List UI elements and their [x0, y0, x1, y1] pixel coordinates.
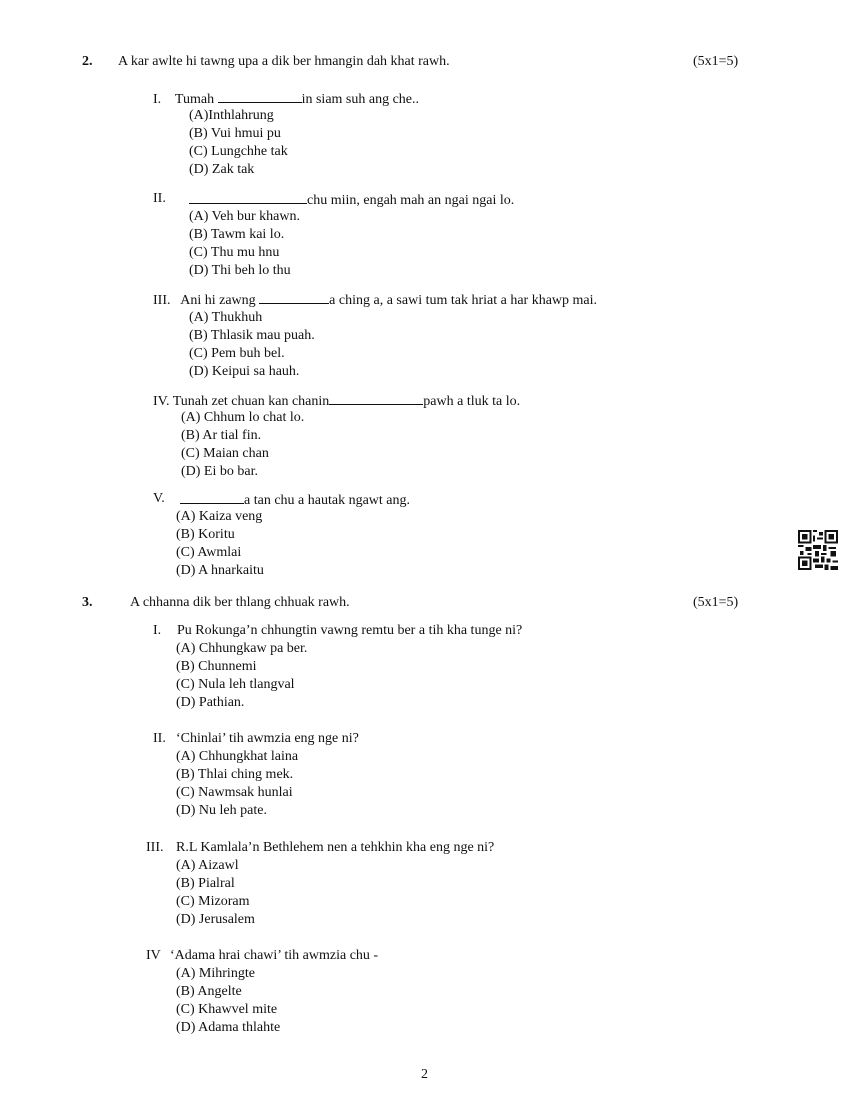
q2-item-2-option-a: (A) Veh bur khawn.: [189, 209, 300, 224]
q2-item-1-text-before: Tumah: [174, 92, 215, 107]
q2-item-4-text-before: Tunah zet chuan kan chanin: [172, 394, 330, 409]
q2-item-1-option-d: (D) Zak tak: [189, 162, 255, 177]
q2-item-1-option-b: (B) Vui hmui pu: [189, 126, 281, 141]
q3-item-2-option-a: (A) Chhungkhat laina: [176, 749, 299, 764]
q2-item-3-option-d: (D) Keipui sa hauh.: [189, 364, 300, 379]
q2-item-2-numeral: II.: [153, 191, 166, 206]
q2-item-4-option-c: (C) Maian chan: [181, 446, 269, 461]
q3-item-2-option-d: (D) Nu leh pate.: [176, 803, 267, 818]
q3-item-3-option-b: (B) Pialral: [176, 876, 235, 891]
q3-item-4-option-c: (C) Khawvel mite: [176, 1002, 278, 1017]
q2-item-3-option-b: (B) Thlasik mau puah.: [189, 328, 315, 343]
q2-item-5-option-c: (C) Awmlai: [176, 545, 242, 560]
q3-item-3-option-c: (C) Mizoram: [176, 894, 250, 909]
q3-item-3-question: R.L Kamlala’n Bethlehem nen a tehkhin kha eng nge ni?: [176, 840, 495, 855]
answer-blank: [189, 190, 307, 204]
q2-item-5-numeral: V.: [153, 491, 165, 506]
q3-item-1-option-b: (B) Chunnemi: [176, 659, 257, 674]
q2-item-2-text-after: chu miin, engah mah an ngai ngai lo.: [307, 193, 515, 208]
q2-item-1-option-c: (C) Lungchhe tak: [189, 144, 288, 159]
q2-item-1-stem: [153, 89, 419, 109]
q3-item-2-numeral: II.: [153, 731, 166, 746]
q3-item-2-question: ‘Chinlai’ tih awmzia eng nge ni?: [176, 731, 359, 746]
question-2-instruction: A kar awlte hi tawng upa a dik ber hmangin dah khat rawh.: [118, 54, 450, 69]
question-3-number: 3.: [82, 595, 93, 610]
question-2-marks: (5x1=5): [693, 54, 739, 69]
q3-item-3-option-d: (D) Jerusalem: [176, 912, 255, 927]
q2-item-2-option-d: (D) Thi beh lo thu: [189, 263, 291, 278]
q2-item-5-stem: [180, 490, 410, 510]
qr-code-icon: [798, 530, 838, 570]
q3-item-1-option-d: (D) Pathian.: [176, 695, 245, 710]
q3-item-4-option-a: (A) Mihringte: [176, 966, 255, 981]
q2-item-4-option-a: (A) Chhum lo chat lo.: [181, 410, 305, 425]
q2-item-1-option-a: (A)Inthlahrung: [189, 108, 274, 123]
q3-item-1-option-a: (A) Chhungkaw pa ber.: [176, 641, 308, 656]
q2-item-4-numeral: IV.: [153, 394, 170, 409]
q3-item-1-question: Pu Rokunga’n chhungtin vawng remtu ber a tih kha tunge ni?: [177, 623, 523, 638]
q2-item-1-numeral: I.: [153, 92, 162, 107]
q3-item-1-option-c: (C) Nula leh tlangval: [176, 677, 295, 692]
q3-item-1-numeral: I.: [153, 623, 162, 638]
q3-item-3-option-a: (A) Aizawl: [176, 858, 239, 873]
page-number: 2: [421, 1067, 428, 1082]
q2-item-4-stem: [153, 391, 520, 411]
q3-item-4-option-b: (B) Angelte: [176, 984, 242, 999]
answer-blank: [180, 490, 244, 504]
answer-blank: [259, 290, 329, 304]
q3-item-4-option-d: (D) Adama thlahte: [176, 1020, 281, 1035]
q2-item-4-option-b: (B) Ar tial fin.: [181, 428, 262, 443]
answer-blank: [218, 89, 302, 103]
question-3-marks: (5x1=5): [693, 595, 739, 610]
q3-item-4-numeral: IV: [146, 948, 161, 963]
q3-item-3-numeral: III.: [146, 840, 164, 855]
q2-item-2-option-b: (B) Tawm kai lo.: [189, 227, 285, 242]
q2-item-4-option-d: (D) Ei bo bar.: [181, 464, 258, 479]
q2-item-3-option-c: (C) Pem buh bel.: [189, 346, 285, 361]
q2-item-2-option-c: (C) Thu mu hnu: [189, 245, 280, 260]
q2-item-3-numeral: III.: [153, 293, 171, 308]
q2-item-5-text-after: a tan chu a hautak ngawt ang.: [244, 493, 410, 508]
q2-item-3-text-after: a ching a, a sawi tum tak hriat a har khawp mai.: [329, 293, 598, 308]
q2-item-4-text-after: pawh a tluk ta lo.: [423, 394, 521, 409]
q2-item-2-stem: [189, 190, 514, 210]
question-3-instruction: A chhanna dik ber thlang chhuak rawh.: [130, 595, 350, 610]
q2-item-5-option-b: (B) Koritu: [176, 527, 235, 542]
q2-item-1-text-after: in siam suh ang che..: [301, 92, 420, 107]
q2-item-5-option-a: (A) Kaiza veng: [176, 509, 263, 524]
q3-item-4-question: ‘Adama hrai chawi’ tih awmzia chu -: [170, 948, 379, 963]
q3-item-2-option-b: (B) Thlai ching mek.: [176, 767, 294, 782]
q2-item-5-option-d: (D) A hnarkaitu: [176, 563, 264, 578]
question-2-number: 2.: [82, 54, 93, 69]
q2-item-3-option-a: (A) Thukhuh: [189, 310, 263, 325]
q3-item-2-option-c: (C) Nawmsak hunlai: [176, 785, 293, 800]
answer-blank: [329, 391, 423, 405]
q2-item-3-stem: [153, 290, 597, 310]
q2-item-3-text-before: Ani hi zawng: [180, 293, 256, 308]
